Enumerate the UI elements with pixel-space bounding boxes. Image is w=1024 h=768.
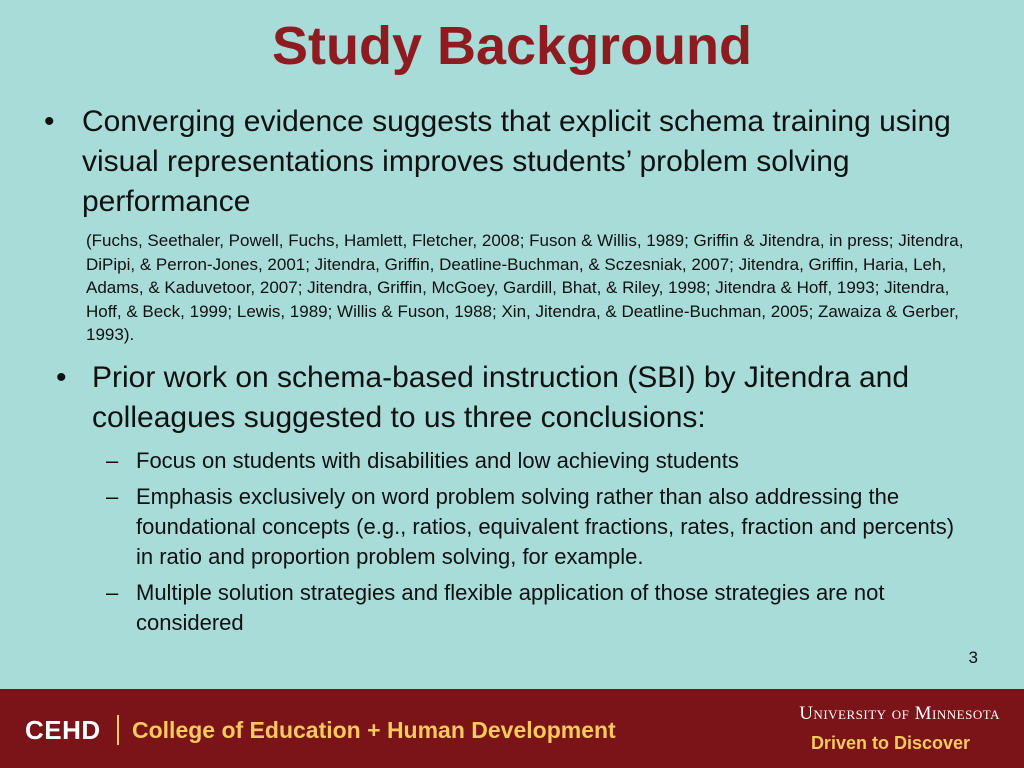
dash-marker: – [106,448,119,473]
footer-bar [0,689,1024,768]
bullet-marker: • [56,361,67,394]
sub-bullet-item [106,578,976,638]
college-name: College of Education + Human Development [132,717,616,743]
sub-bullet-text: Multiple solution strategies and flexible application of those strategies are not considered [136,580,885,635]
slide-title: Study Background [271,16,753,76]
logo-divider [117,715,119,745]
bullet-marker: • [44,105,55,138]
dash-marker: – [106,580,119,605]
sub-bullet-text: Focus on students with disabilities and low achieving students [136,448,739,473]
dash-marker: – [106,484,119,509]
bullet-text: Converging evidence suggests that explicit schema training using visual representations improves students’ problem solving performance [82,105,951,218]
university-wordmark [799,703,1000,725]
tagline: Driven to Discover [810,733,970,753]
sub-bullet-item [106,446,976,476]
bullet-text: Prior work on schema-based instruction (SBI) by Jitendra and colleagues suggested to us three conclusions: [92,361,910,434]
cehd-logo: CEHD [25,715,101,745]
sub-bullet-item [106,482,976,572]
bullet-converging-evidence [44,102,994,222]
page-number: 3 [968,648,978,667]
citation-text: (Fuchs, Seethaler, Powell, Fuchs, Hamlett, Fletcher, 2008; Fuson & Willis, 1989; Griffin & Jitendra, in press; Jitendra, DiPipi, & Perron-Jones, 2001; Jitendra, Griffin, Deatline-Buchman, & Sczesniak, 2007; Jitendra, Griffin, Haria, Leh, Adams, & Kaduvetoor, 2007; Jitendra, Griffin, McGoey, Gardill, Bhat, & Riley, 1998; Jitendra & Hoff, 1993; Jitendra, Hoff, & Beck, 1999; Lewis, 1989; Willis & Fuson, 1988; Xin, Jitendra, & Deatline-Buchman, 2005; Zawaiza & Gerber, 1993). [86,231,964,344]
sub-bullet-list [106,446,976,644]
sub-bullet-text: Emphasis exclusively on word problem solving rather than also addressing the foundational concepts (e.g., ratios, equivalent fractions, rates, fraction and percents) in ratio and proportion problem solving, for example. [136,484,955,569]
bullet-prior-work [56,358,976,438]
university-name: University of Minnesota [799,703,1000,724]
